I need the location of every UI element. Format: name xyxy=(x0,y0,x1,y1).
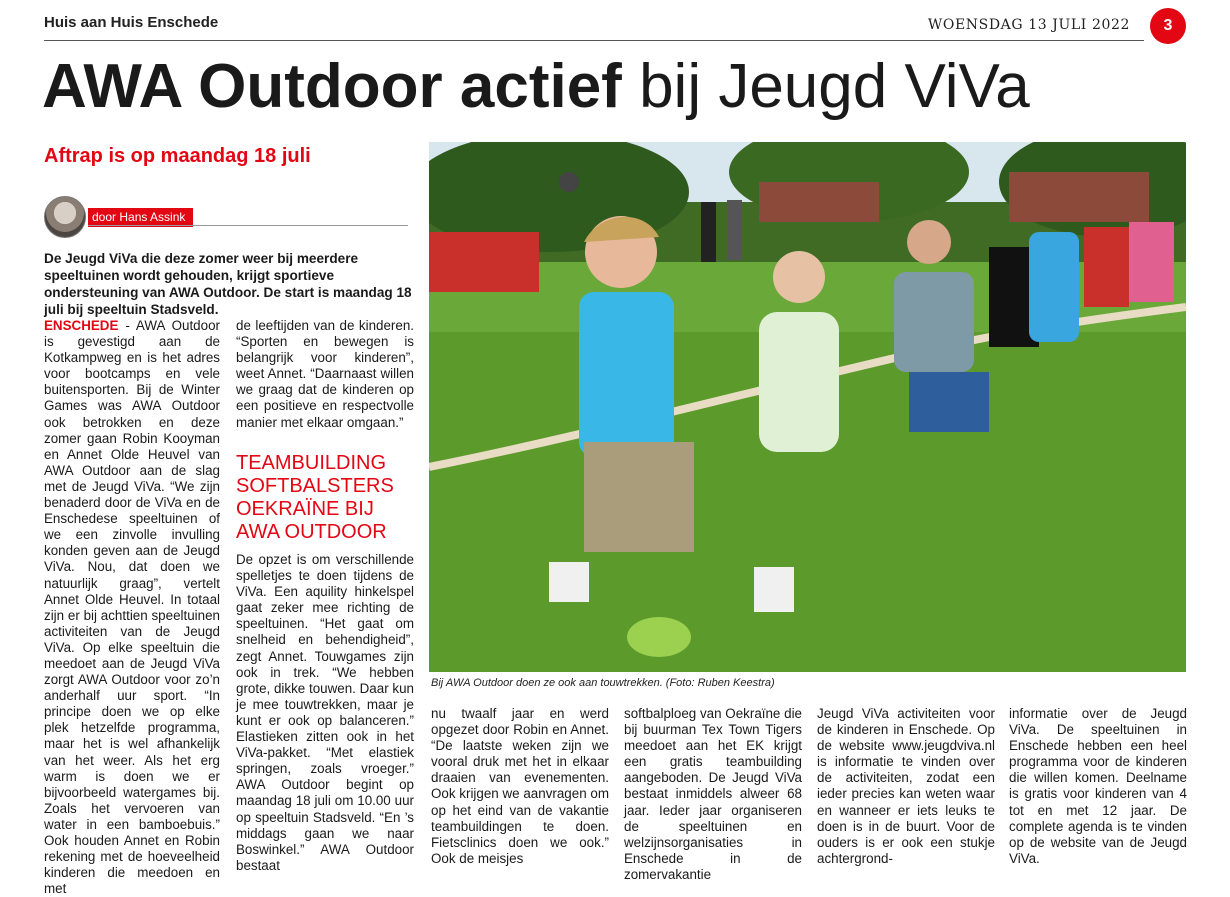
dateline: ENSCHEDE xyxy=(44,318,119,333)
column-1-text: - AWA Outdoor is gevestigd aan de Kotkampweg en is het adres voor bootcamps en vele buitensporten. Bij de Winter Games was AWA Outdoor ook betrokken en deze zomer gaan Robin Kooyman en Annet Olde Heuvel van AWA Outdoor aan de slag met de Jeugd ViVa. “We zijn benaderd door de ViVa en de Enschedese speeltuinen of we een zinvolle invulling konden geven aan de Jeugd ViVa. Nou, dat doen we natuurlijk graag”, vertelt Annet Olde Heuvel. In totaal zijn er bij achttien speeltuinen activiteiten van de Jeugd ViVa. Op elke speeltuin die meedoet aan de Jeugd ViVa zorgt AWA Outdoor voor zo’n anderhalf uur sport. “In principe doen we op elke plek hetzelfde programma, maar het is wel afhankelijk van het weer. Als het erg warm is doen we er bijvoorbeeld watergames bij. Zoals het vervoeren van water in een bamboebuis.” Ook houden Annet en Robin rekening met de hoeveelheid kinderen die meedoen en met xyxy=(44,318,220,897)
author-byline: door Hans Assink xyxy=(88,208,193,227)
headline xyxy=(42,52,1030,122)
headline-light: bij Jeugd ViVa xyxy=(639,52,1030,121)
article-column-3: nu twaalf jaar en werd opgezet door Robin en Annet. “De laatste weken zijn we vooral druk met het in elkaar draaien van evenementen. Ook krijgen we aanvragen om op het eind van de vakantie teambuildingen te doen. Fietsclinics doen we ook.” Ook de meisjes xyxy=(431,706,609,866)
issue-date: WOENSDAG 13 JULI 2022 xyxy=(927,17,1130,33)
article-column-5: Jeugd ViVa activiteiten voor de kinderen in Enschede. Op de website www.jeugdviva.nl is informatie te vinden over de activiteiten, zodat een ieder precies kan weten waar en wanneer er iets leuks te doen is in de buurt. Voor de ouders is er ook een stukje achtergrond- xyxy=(817,706,995,866)
article-column-4: softbalploeg van Oekraïne die bij buurman Tex Town Tigers meedoet aan het EK krijgt een gratis teambuilding aangeboden. De Jeugd ViVa bestaat inmiddels alweer 68 jaar. Ieder jaar organiseren de speeltuinen en welzijnsorganisaties in Enschede in de zomervakantie xyxy=(624,706,802,882)
byline-divider xyxy=(88,225,408,226)
article-photo xyxy=(429,142,1186,672)
publication-name: Huis aan Huis Enschede xyxy=(44,14,219,31)
article-column-2b: De opzet is om verschillende spelletjes te doen tijdens de ViVa. Een aquility hinkelspel gaat zeker mee richting de speeltuinen. “Het gaat om snelheid en behendigheid”, zegt Annet. Touwgames zijn ook in trek. “We hebben grote, dikke touwen. Daar kun je mee touwtrekken, maar je kunt er ook op balanceren.” Elastieken zitten ook in het ViVa-pakket. “Met elastiek springen, zoals vroeger.” AWA Outdoor begint op maandag 18 juli om 10.00 uur op speeltuin Stadsveld. “En ’s middags gaan we naar Boswinkel.” AWA Outdoor bestaat xyxy=(236,552,414,873)
header-rule xyxy=(44,40,1144,41)
author-avatar xyxy=(44,196,86,238)
tug-of-war-photo-illustration xyxy=(429,142,1186,672)
section-heading: TEAMBUILDING SOFTBALSTERS OEKRAÏNE BIJ AWA OUTDOOR xyxy=(236,452,394,543)
page-number-badge: 3 xyxy=(1150,8,1186,44)
headline-bold: AWA Outdoor actief xyxy=(42,52,622,121)
subheadline: Aftrap is op maandag 18 juli xyxy=(44,145,311,167)
photo-caption: Bij AWA Outdoor doen ze ook aan touwtrekken. (Foto: Ruben Keestra) xyxy=(431,677,775,689)
article-column-1 xyxy=(44,318,220,897)
article-column-6: informatie over de Jeugd ViVa. De speeltuinen in Enschede hebben een heel programma voor de kinderen die willen komen. Deelname is gratis voor kinderen van 4 tot en met 12 jaar. De complete agenda is te vinden op de website van de Jeugd ViVa. xyxy=(1009,706,1187,866)
lead-paragraph: De Jeugd ViVa die deze zomer weer bij meerdere speeltuinen wordt gehouden, krijgt sportieve ondersteuning van AWA Outdoor. De start is maandag 18 juli bij speeltuin Stadsveld. xyxy=(44,251,412,317)
article-column-2: de leeftijden van de kinderen. “Sporten en bewegen is belangrijk voor kinderen”, weet Annet. “Daarnaast willen we graag dat de kinderen op een positieve en respectvolle manier met elkaar omgaan.” xyxy=(236,318,414,430)
